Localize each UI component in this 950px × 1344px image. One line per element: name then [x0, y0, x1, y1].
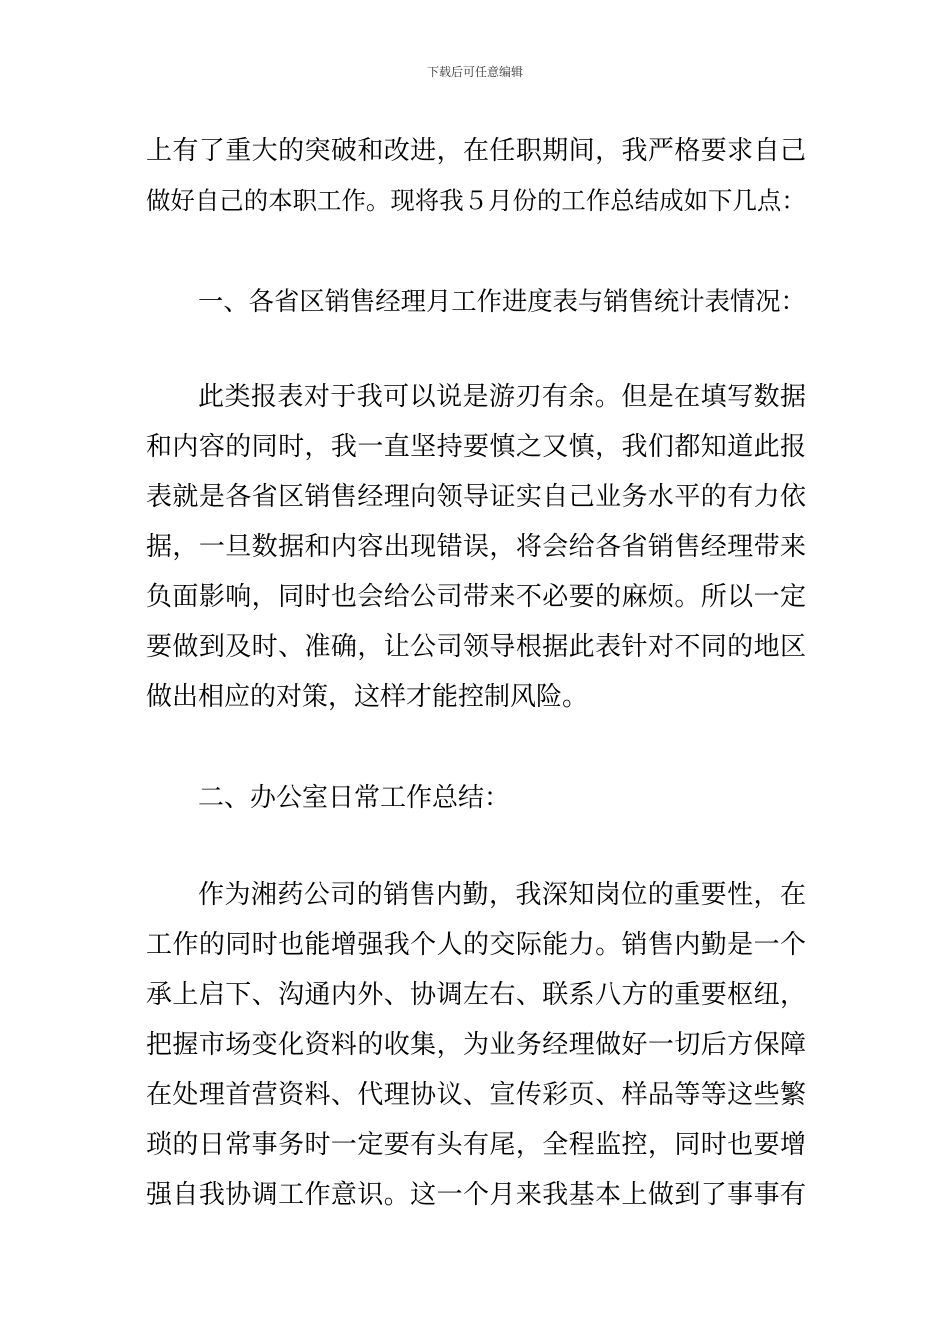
text-line: 表就是各省区销售经理向领导证实自己业务水平的有力依	[146, 482, 807, 512]
text-line: 作为湘药公司的销售内勤，我深知岗位的重要性，在	[198, 880, 807, 910]
page-header: 下载后可任意编辑	[426, 65, 523, 79]
text-line: 在处理首营资料、代理协议、宣传彩页、样品等等这些繁	[146, 1080, 807, 1110]
text-line: 做出相应的对策，这样才能控制风险。	[146, 682, 589, 712]
text-line: 强自我协调工作意识。这一个月来我基本上做到了事事有	[146, 1180, 807, 1210]
section-heading: 一、各省区销售经理月工作进度表与销售统计表情况：	[198, 286, 806, 316]
text-line: 要做到及时、准确，让公司领导根据此表针对不同的地区	[146, 632, 807, 662]
text-line: 琐的日常事务时一定要有头有尾，全程监控，同时也要增	[146, 1130, 807, 1160]
text-line: 承上启下、沟通内外、协调左右、联系八方的重要枢纽，	[146, 980, 807, 1010]
section-heading: 二、办公室日常工作总结：	[198, 783, 511, 813]
text-line: 此类报表对于我可以说是游刃有余。但是在填写数据	[198, 382, 807, 412]
text-line: 负面影响，同时也会给公司带来不必要的麻烦。所以一定	[146, 582, 807, 612]
text-line: 做好自己的本职工作。现将我５月份的工作总结成如下几点：	[146, 186, 806, 215]
text-line: 把握市场变化资料的收集，为业务经理做好一切后方保障	[146, 1030, 807, 1060]
text-line: 上有了重大的突破和改进，在任职期间，我严格要求自己	[146, 136, 807, 166]
text-line: 和内容的同时，我一直坚持要慎之又慎，我们都知道此报	[146, 432, 807, 462]
text-line: 工作的同时也能增强我个人的交际能力。销售内勤是一个	[146, 930, 807, 960]
text-line: 据，一旦数据和内容出现错误，将会给各省销售经理带来	[146, 532, 807, 562]
